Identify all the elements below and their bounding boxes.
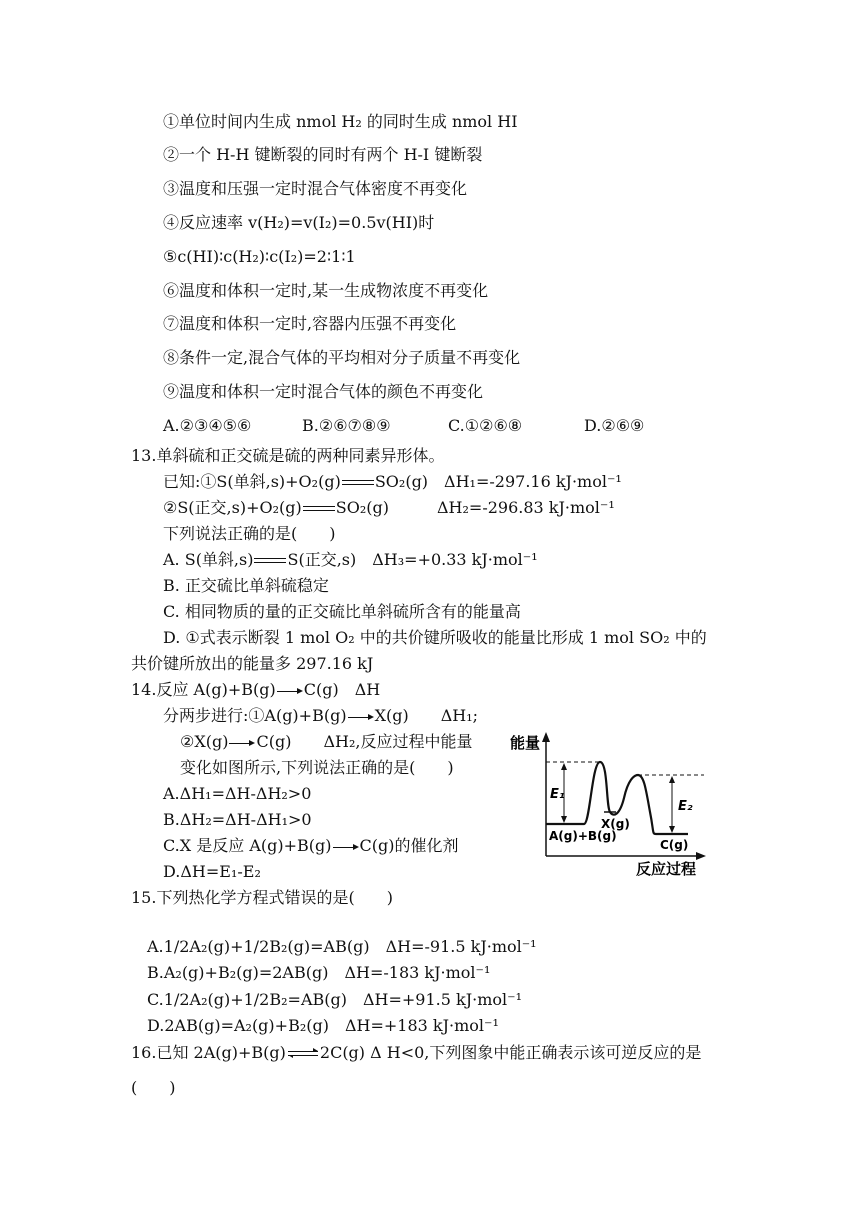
q12-option-1: ①单位时间内生成 nmol H₂ 的同时生成 nmol HI <box>163 112 518 131</box>
q12-choice-c: C.①②⑥⑧ <box>448 416 523 435</box>
q16-stem-right: 2C(g) Δ H<0,下列图象中能正确表示该可逆反应的是 <box>319 1043 702 1062</box>
arrow-icon <box>333 843 359 851</box>
q14-option-d: D.ΔH=E₁-E₂ <box>163 862 261 881</box>
q13-option-d-line1: D. ①式表示断裂 1 mol O₂ 中的共价键所吸收的能量比形成 1 mol SO₂ 中的 <box>163 628 707 647</box>
q12-option-6: ⑥温度和体积一定时,某一生成物浓度不再变化 <box>163 281 489 300</box>
intermediate-label: X(g) <box>601 817 630 831</box>
q13-opta-dh: ΔH₃=+0.33 kJ·mol⁻¹ <box>372 550 538 569</box>
q14-optc-right: C(g)的催化剂 <box>359 836 459 855</box>
q15-option-a: A.1/2A₂(g)+1/2B₂(g)=AB(g) ΔH=-91.5 kJ·mol⁻¹ <box>147 937 537 956</box>
q16-paren: ( ) <box>131 1078 176 1097</box>
q14-step2 <box>180 732 472 752</box>
q13-eq1-right: SO₂(g) <box>374 472 429 491</box>
q13-eq1 <box>163 472 622 492</box>
q13-question: 下列说法正确的是( ) <box>163 524 336 543</box>
q13-eq2-right: SO₂(g) <box>335 498 389 517</box>
product-label: C(g) <box>660 838 689 852</box>
q13-option-a <box>163 550 538 570</box>
q15-option-b: B.A₂(g)+B₂(g)=2AB(g) ΔH=-183 kJ·mol⁻¹ <box>147 963 491 982</box>
q13-eq2-dh: ΔH₂=-296.83 kJ·mol⁻¹ <box>436 498 615 517</box>
q13-known-prefix: 已知: <box>163 472 201 491</box>
e1-label: E₁ <box>550 787 565 802</box>
q13-opta-right: S(正交,s) <box>287 550 357 569</box>
q13-eq2 <box>163 498 615 518</box>
q13-eq1-dh: ΔH₁=-297.16 kJ·mol⁻¹ <box>444 472 622 491</box>
q14-stem-left: 14.反应 A(g)+B(g) <box>131 680 276 699</box>
q14-option-a: A.ΔH₁=ΔH-ΔH₂>0 <box>163 784 312 803</box>
q16-stem <box>131 1043 701 1063</box>
q13-eq2-left: ②S(正交,s)+O₂(g) <box>163 498 302 517</box>
e1-arrow-up-icon <box>561 763 567 770</box>
arrow-icon <box>348 713 374 721</box>
q13-eq1-left: ①S(单斜,s)+O₂(g) <box>200 472 341 491</box>
q12-option-2: ②一个 H-H 键断裂的同时有两个 H-I 键断裂 <box>163 145 483 164</box>
y-axis-arrow-icon <box>542 732 550 742</box>
q16-stem-left: 16.已知 2A(g)+B(g) <box>131 1043 286 1062</box>
energy-diagram <box>502 728 712 880</box>
equal-sign-icon <box>303 505 335 513</box>
q13-stem: 13.单斜硫和正交硫是硫的两种同素异形体。 <box>131 446 445 465</box>
arrow-icon <box>229 739 255 747</box>
x-axis-label: 反应过程 <box>636 860 697 878</box>
q12-option-8: ⑧条件一定,混合气体的平均相对分子质量不再变化 <box>163 348 521 367</box>
e1-arrow-down-icon <box>561 816 567 823</box>
q15-option-d: D.2AB(g)=A₂(g)+B₂(g) ΔH=+183 kJ·mol⁻¹ <box>147 1016 499 1035</box>
q12-option-9: ⑨温度和体积一定时混合气体的颜色不再变化 <box>163 382 484 401</box>
q13-option-b: B. 正交硫比单斜硫稳定 <box>163 576 329 595</box>
q14-optc-left: C.X 是反应 A(g)+B(g) <box>163 836 332 855</box>
y-axis-label: 能量 <box>510 734 541 752</box>
q14-option-c <box>163 836 458 856</box>
q14-step-intro: 分两步进行:①A(g)+B(g) <box>163 706 347 725</box>
q12-option-3: ③温度和压强一定时混合气体密度不再变化 <box>163 179 468 198</box>
q14-step1-right: X(g) ΔH₁; <box>374 706 479 725</box>
q12-choice-d: D.②⑥⑨ <box>584 416 645 435</box>
q15-option-c: C.1/2A₂(g)+1/2B₂=AB(g) ΔH=+91.5 kJ·mol⁻¹ <box>147 990 522 1009</box>
q13-option-d-line2: 共价键所放出的能量多 297.16 kJ <box>131 654 374 673</box>
q14-step1 <box>163 706 478 726</box>
equal-sign-icon <box>254 557 286 565</box>
q14-step2-left: ②X(g) <box>180 732 229 751</box>
arrow-icon <box>277 687 303 695</box>
e2-label: E₂ <box>678 799 693 814</box>
q14-step2-right: C(g) ΔH₂,反应过程中能量 <box>256 732 473 751</box>
equal-sign-icon <box>342 479 374 487</box>
q15-stem: 15.下列热化学方程式错误的是( ) <box>131 888 393 907</box>
reversible-arrow-icon <box>288 1049 318 1059</box>
q13-option-c: C. 相同物质的量的正交硫比单斜硫所含有的能量高 <box>163 602 521 621</box>
reactant-label: A(g)+B(g) <box>549 829 617 843</box>
q12-choice-b: B.②⑥⑦⑧⑨ <box>302 416 391 435</box>
x-axis-arrow-icon <box>696 852 706 860</box>
q14-stem-right: C(g) ΔH <box>303 680 381 699</box>
e2-arrow-up-icon <box>669 776 675 783</box>
q13-opta-left: A. S(单斜,s) <box>163 550 254 569</box>
q14-step3: 变化如图所示,下列说法正确的是( ) <box>180 758 454 777</box>
q14-stem <box>131 680 380 700</box>
e2-arrow-down-icon <box>669 826 675 833</box>
q12-option-7: ⑦温度和体积一定时,容器内压强不再变化 <box>163 314 457 333</box>
q12-option-4: ④反应速率 v(H₂)=v(I₂)=0.5v(HI)时 <box>163 213 435 232</box>
q12-choice-a: A.②③④⑤⑥ <box>163 416 252 435</box>
q14-option-b: B.ΔH₂=ΔH-ΔH₁>0 <box>163 810 312 829</box>
q12-option-5: ⑤c(HI)∶c(H₂)∶c(I₂)=2∶1∶1 <box>163 247 356 266</box>
